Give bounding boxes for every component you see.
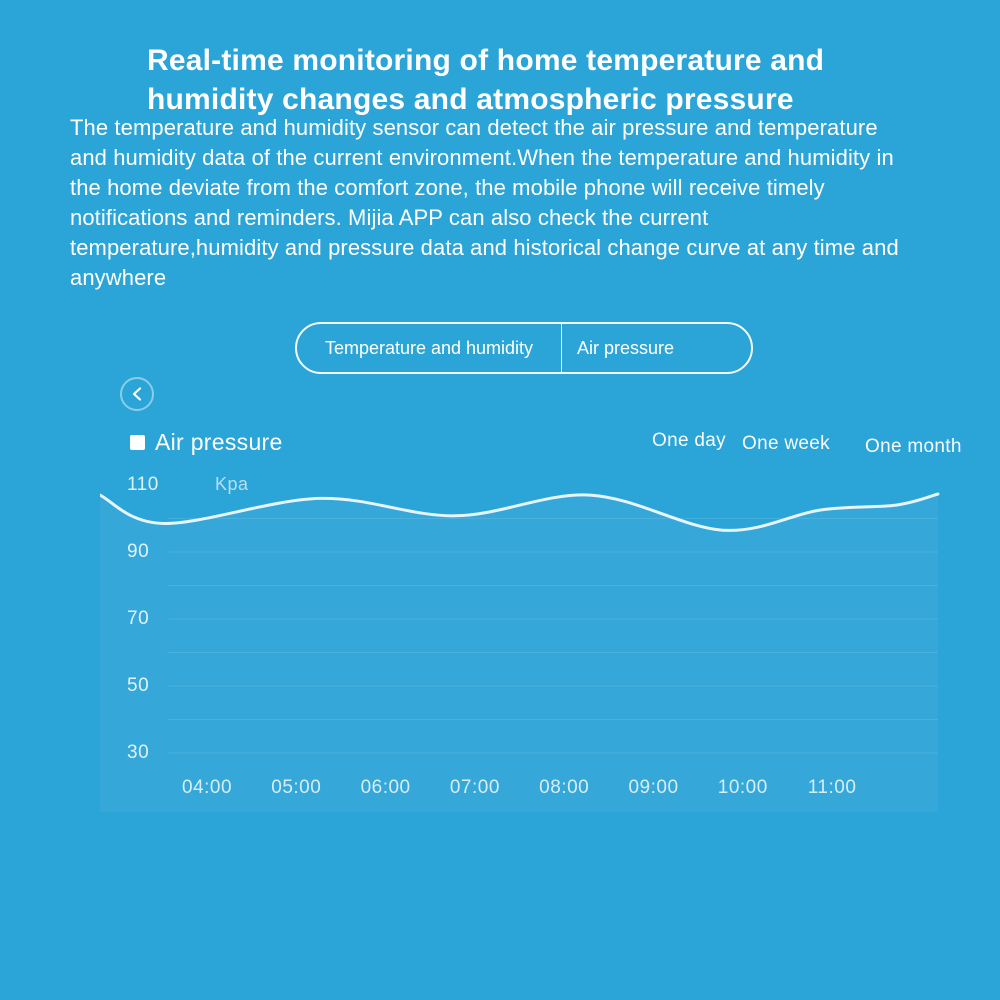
description-line: temperature,humidity and pressure data and historical change curve at any time and bbox=[70, 235, 899, 260]
back-button[interactable] bbox=[120, 377, 154, 411]
tab-air-pressure-label: Air pressure bbox=[577, 337, 675, 358]
x-axis-tick: 04:00 bbox=[181, 777, 233, 798]
tab-temperature-humidity[interactable] bbox=[297, 324, 561, 372]
air-pressure-line-chart bbox=[100, 470, 940, 812]
legend-label: Air pressure bbox=[155, 429, 283, 455]
y-axis-tick: 50 bbox=[127, 675, 150, 696]
description-line: notifications and reminders. Mijia APP can also check the current bbox=[70, 205, 709, 230]
page-title bbox=[147, 41, 824, 119]
x-axis-tick: 07:00 bbox=[449, 777, 500, 798]
tab-temperature-humidity-label: Temperature and humidity bbox=[324, 337, 534, 358]
page-description bbox=[70, 113, 899, 293]
range-one-month[interactable]: One month bbox=[865, 436, 962, 457]
y-axis-unit: Kpa bbox=[215, 474, 249, 494]
page-title-line2: humidity changes and atmospheric pressure bbox=[147, 83, 794, 117]
page-title-line1: Real-time monitoring of home temperature and bbox=[147, 44, 825, 78]
range-one-day[interactable]: One day bbox=[652, 430, 726, 451]
y-axis-tick: 110 bbox=[127, 474, 159, 495]
range-one-week[interactable]: One week bbox=[742, 433, 830, 454]
area-fill bbox=[100, 494, 938, 812]
x-axis-tick: 08:00 bbox=[539, 777, 590, 798]
x-axis-tick: 05:00 bbox=[271, 777, 322, 798]
y-axis-tick: 30 bbox=[127, 742, 150, 763]
chart-legend bbox=[130, 429, 283, 456]
description-line: The temperature and humidity sensor can detect the air pressure and temperature bbox=[70, 115, 878, 140]
chevron-left-icon bbox=[131, 386, 143, 402]
x-axis-tick: 11:00 bbox=[807, 777, 857, 798]
x-axis-tick: 09:00 bbox=[628, 777, 679, 798]
x-axis-tick: 06:00 bbox=[360, 777, 411, 798]
y-axis-tick: 90 bbox=[127, 541, 150, 562]
description-line: anywhere bbox=[70, 265, 167, 290]
tab-air-pressure[interactable] bbox=[562, 324, 751, 372]
y-axis-tick: 70 bbox=[127, 608, 150, 629]
legend-swatch-icon bbox=[130, 435, 145, 450]
tab-switcher bbox=[295, 322, 753, 374]
x-axis-tick: 10:00 bbox=[717, 777, 768, 798]
description-line: the home deviate from the comfort zone, the mobile phone will receive timely bbox=[70, 175, 825, 200]
description-line: and humidity data of the current environment.When the temperature and humidity in bbox=[70, 145, 894, 170]
